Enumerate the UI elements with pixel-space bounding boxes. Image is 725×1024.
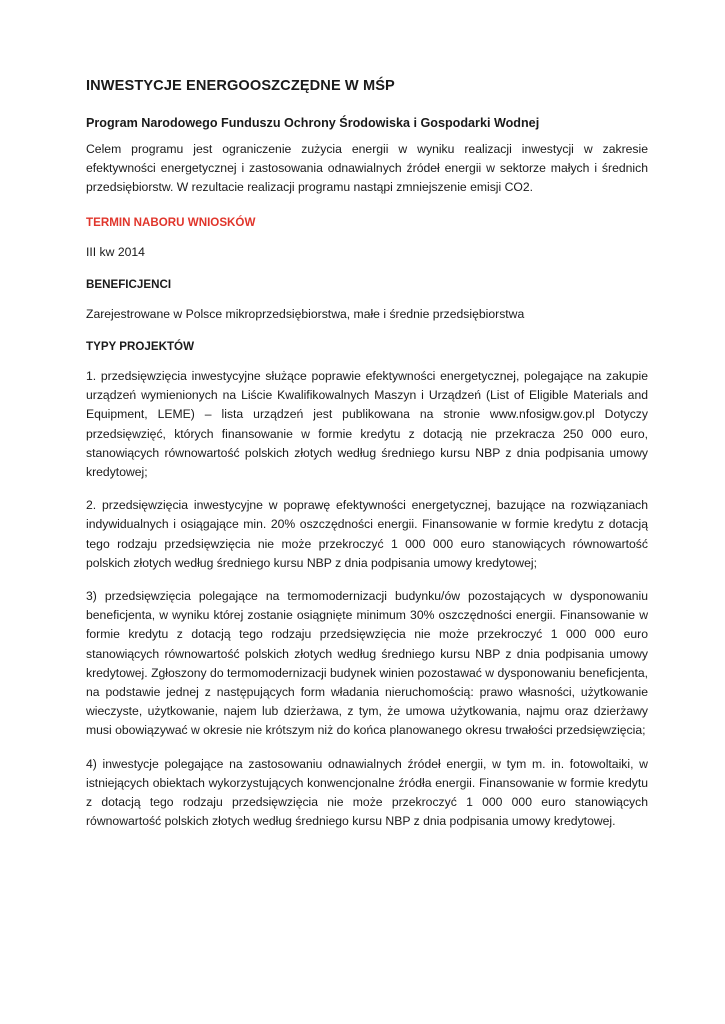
- beneficjenci-heading: BENEFICJENCI: [86, 277, 172, 291]
- project-type-1: 1. przedsięwzięcia inwestycyjne służące poprawie efektywności energetycznej, polegające na zakupie urządzeń wymienionych na Liście Kwalifikowalnych Maszyn i Urządzeń (List of Eligible Materials and Equipment, LEME) – lista urządzeń jest publikowana na stronie www.nfosigw.gov.pl Dotyczy przedsięwzięć, których finansowanie w formie kredytu z dotacją nie przekracza 250 000 euro, stanowiących równowartość polskich złotych według średniego kursu NBP z dnia podpisania umowy kredytowej;: [86, 369, 648, 480]
- document-page: [86, 78, 648, 831]
- project-type-3: 3) przedsięwzięcia polegające na termomodernizacji budynku/ów pozostających w dysponowaniu beneficjenta, w wyniku której zostanie osiągnięte minimum 30% oszczędności energii. Finansowanie w formie kredytu z dotacją tego rodzaju przedsięwzięcia nie może przekroczyć 1 000 000 euro stanowiących równowartość polskich złotych według średniego kursu NBP z dnia podpisania umowy kredytowej. Zgłoszony do termomodernizacji budynek winien pozostawać w dysponowaniu beneficjenta, na podstawie jednej z następujących form władania nieruchomością: prawo własności, użytkowanie wieczyste, użytkowanie, najem lub dzierżawa, z tym, że umowa użytkowania, najmu oraz dzierżawy musi obowiązywać w okresie nie krótszym niż do końca planowanego okresu trwałości przedsięwzięcia;: [86, 589, 648, 738]
- intro-paragraph: Celem programu jest ograniczenie zużycia energii w wyniku realizacji inwestycji w zakresie efektywności energetycznej i zastosowania odnawialnych źródeł energii w sektorze małych i średnich przedsiębiorstw. W rezultacie realizacji programu nastąpi zmniejszenie emisji CO2.: [86, 142, 648, 195]
- project-type-4: 4) inwestycje polegające na zastosowaniu odnawialnych źródeł energii, w tym m. in. fotowoltaiki, w istniejących obiektach wykorzystujących konwencjonalne źródła energii. Finansowanie w formie kredytu z dotacją tego rodzaju przedsięwzięcia nie może przekroczyć 1 000 000 euro stanowiących równowartość polskich złotych według średniego kursu NBP z dnia podpisania umowy kredytowej.: [86, 756, 648, 829]
- document-title: INWESTYCJE ENERGOOSZCZĘDNE W MŚP: [86, 78, 395, 94]
- termin-heading: TERMIN NABORU WNIOSKÓW: [86, 215, 256, 229]
- typy-projektow-heading: TYPY PROJEKTÓW: [86, 340, 195, 354]
- program-subtitle: Program Narodowego Funduszu Ochrony Środowiska i Gospodarki Wodnej: [86, 116, 540, 130]
- project-type-2: 2. przedsięwzięcia inwestycyjne w poprawę efektywności energetycznej, bazujące na rozwiązaniach indywidualnych i osiągające min. 20% oszczędności energii. Finansowanie w formie kredytu z dotacją tego rodzaju przedsięwzięcia nie może przekroczyć 1 000 000 euro stanowiących równowartość polskich złotych według średniego kursu NBP z dnia podpisania umowy kredytowej;: [86, 498, 648, 570]
- termin-value: III kw 2014: [86, 244, 145, 259]
- beneficjenci-value: Zarejestrowane w Polsce mikroprzedsiębiorstwa, małe i średnie przedsiębiorstwa: [86, 306, 525, 321]
